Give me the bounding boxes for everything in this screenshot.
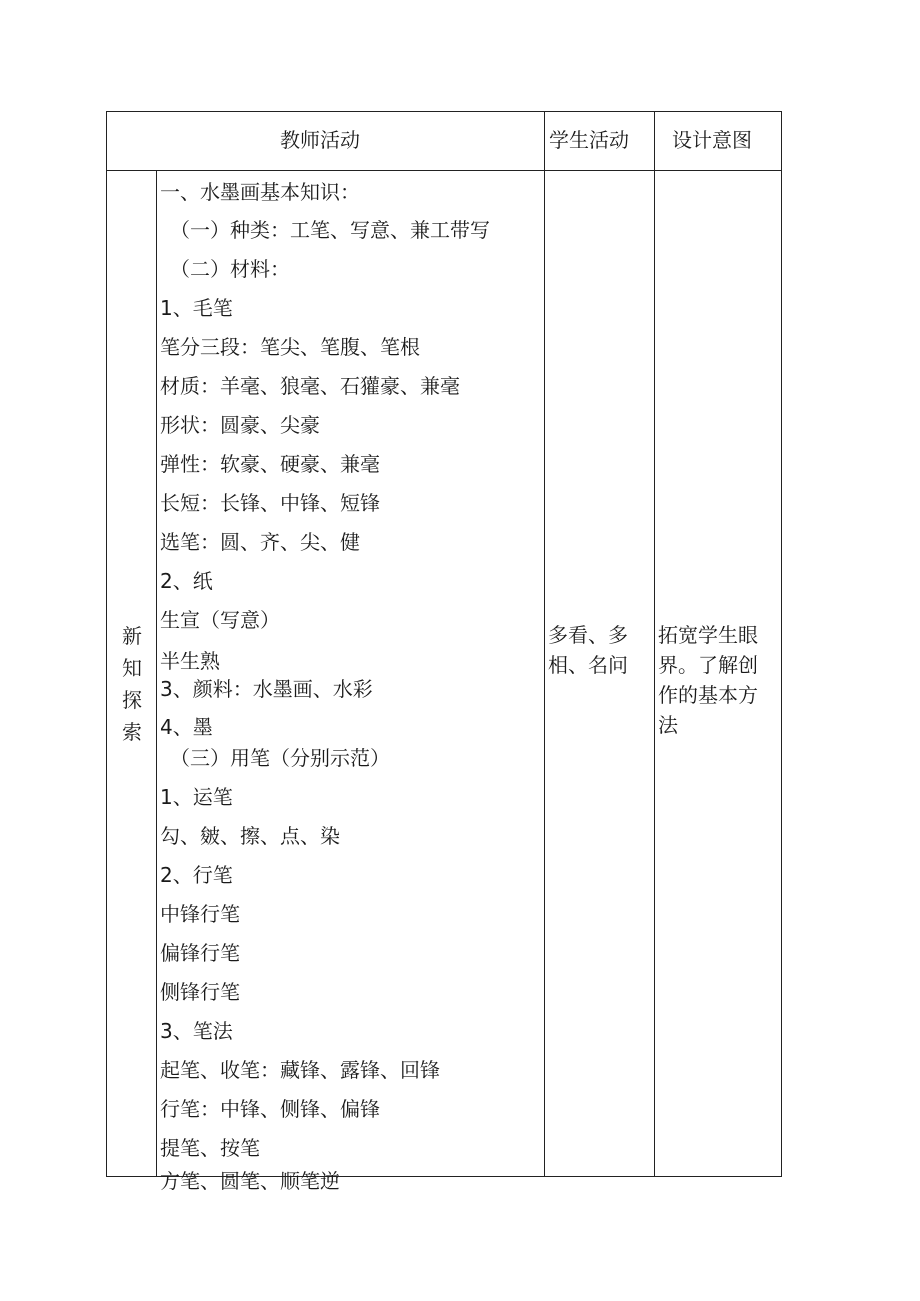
teacher-line: 半生熟 <box>160 649 220 673</box>
teacher-line: 2、纸 <box>160 569 213 593</box>
section-label-char: 新 <box>122 624 142 648</box>
teacher-line: 2、行笔 <box>160 863 233 887</box>
student-column-border <box>654 111 655 1177</box>
teacher-activity-cell <box>156 172 544 1193</box>
teacher-line: 偏锋行笔 <box>160 941 240 965</box>
section-label-char: 知 <box>122 656 142 680</box>
teacher-line: 1、毛笔 <box>160 296 233 320</box>
teacher-line: 3、颜料：水墨画、水彩 <box>160 677 373 701</box>
table-right-border <box>781 111 782 1177</box>
section-label <box>112 620 152 748</box>
design-intent-text: 拓宽学生眼界。了解创作的基本方法 <box>658 623 758 737</box>
teacher-line: 起笔、收笔：藏锋、露锋、回锋 <box>160 1058 440 1082</box>
teacher-line: 弹性：软豪、硬豪、兼毫 <box>160 452 380 476</box>
teacher-column-border <box>544 111 545 1177</box>
teacher-line: 3、笔法 <box>160 1019 233 1043</box>
teacher-line: 选笔：圆、齐、尖、健 <box>160 530 360 554</box>
teacher-line: （二）材料： <box>160 257 290 281</box>
teacher-line: 中锋行笔 <box>160 902 240 926</box>
table-top-border <box>106 111 782 112</box>
teacher-line: 行笔：中锋、侧锋、偏锋 <box>160 1097 380 1121</box>
teacher-line: 一、水墨画基本知识： <box>160 180 360 204</box>
teacher-line: 笔分三段：笔尖、笔腹、笔根 <box>160 335 420 359</box>
header-student-activity: 学生活动 <box>549 128 629 152</box>
header-bottom-border <box>106 170 782 171</box>
teacher-line: 侧锋行笔 <box>160 980 240 1004</box>
student-activity-text: 多看、多相、名问 <box>548 623 628 677</box>
table-left-border <box>106 111 107 1177</box>
section-label-char: 索 <box>122 720 142 744</box>
teacher-line: 方笔、圆笔、顺笔逆 <box>160 1169 340 1193</box>
section-label-char: 探 <box>122 688 142 712</box>
teacher-line: 提笔、按笔 <box>160 1136 260 1160</box>
teacher-line: 勾、皴、擦、点、染 <box>160 824 340 848</box>
teacher-line: （三）用笔（分别示范） <box>160 746 390 770</box>
teacher-line: （一）种类：工笔、写意、兼工带写 <box>160 218 490 242</box>
teacher-line: 生宣（写意） <box>160 608 280 632</box>
header-teacher-activity: 教师活动 <box>280 128 360 152</box>
teacher-line: 长短：长锋、中锋、短锋 <box>160 491 380 515</box>
teacher-line: 4、墨 <box>160 715 213 739</box>
header-design-intent: 设计意图 <box>672 128 752 152</box>
teacher-line: 材质：羊毫、狼毫、石獾豪、兼毫 <box>160 374 460 398</box>
teacher-line: 形状：圆豪、尖豪 <box>160 413 320 437</box>
teacher-line: 1、运笔 <box>160 785 233 809</box>
